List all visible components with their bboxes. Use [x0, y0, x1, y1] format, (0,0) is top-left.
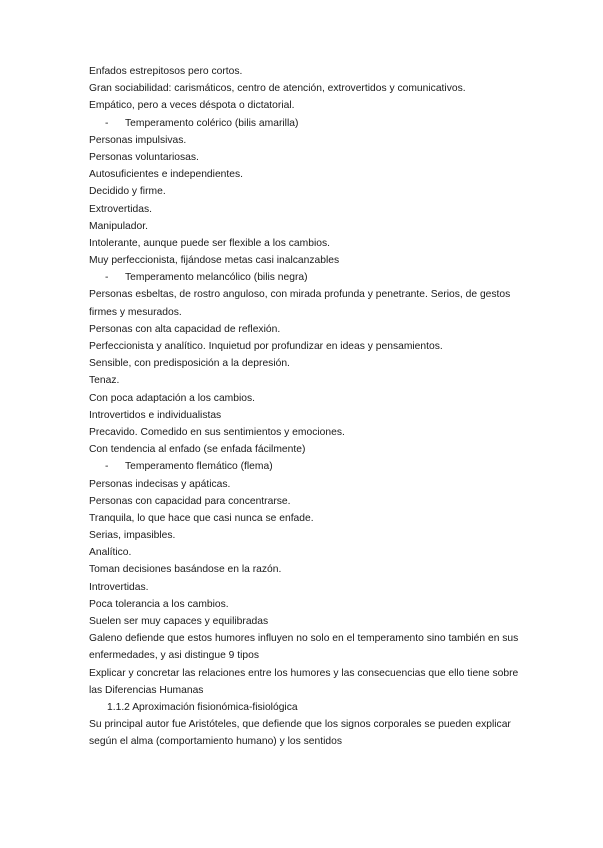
paragraph-line: Intolerante, aunque puede ser flexible a los cambios.: [89, 237, 330, 249]
section-heading: 1.1.2 Aproximación fisionómica-fisiológica: [107, 702, 298, 714]
bullet-dash: -: [105, 272, 109, 284]
paragraph-line: Introvertidos e individualistas: [89, 409, 222, 421]
paragraph-line: Precavido. Comedido en sus sentimientos y emociones.: [89, 426, 345, 438]
paragraph-line: Su principal autor fue Aristóteles, que defiende que los signos corporales se pueden explicar según el alma (comportamiento humano) y los sentidos: [89, 719, 511, 748]
bullet-text: Temperamento flemático (flema): [125, 461, 273, 473]
paragraph-line: Poca tolerancia a los cambios.: [89, 598, 229, 610]
paragraph-line: Personas con capacidad para concentrarse.: [89, 495, 291, 507]
bullet-dash: -: [105, 461, 109, 473]
paragraph-line: Personas impulsivas.: [89, 134, 187, 146]
paragraph-line: Perfeccionista y analítico. Inquietud por profundizar en ideas y pensamientos.: [89, 341, 443, 353]
paragraph-line: Analítico.: [89, 547, 132, 559]
paragraph-line: Serias, impasibles.: [89, 530, 176, 542]
paragraph-line: Personas esbeltas, de rostro anguloso, con mirada profunda y penetrante. Serios, de gestos firmes y mesurados.: [89, 289, 511, 318]
paragraph-line: Toman decisiones basándose en la razón.: [89, 564, 282, 576]
paragraph-line: Galeno defiende que estos humores influyen no solo en el temperamento sino también en sus enfermedades, y asi distingue 9 tipos: [89, 633, 519, 662]
paragraph-line: Extrovertidas.: [89, 203, 152, 215]
paragraph-line: Explicar y concretar las relaciones entre los humores y las consecuencias que ello tiene sobre las Diferencias Humanas: [89, 667, 519, 696]
bullet-heading: [89, 115, 529, 132]
paragraph-line: Muy perfeccionista, fijándose metas casi inalcanzables: [89, 255, 340, 267]
bullet-heading: [89, 269, 529, 286]
paragraph-line: Tenaz.: [89, 375, 120, 387]
bullet-text: Temperamento melancólico (bilis negra): [125, 272, 308, 284]
bullet-dash: -: [105, 117, 109, 129]
paragraph-line: Suelen ser muy capaces y equilibradas: [89, 616, 269, 628]
bullet-heading: [89, 458, 529, 475]
paragraph-line: Manipulador.: [89, 220, 148, 232]
document-body: [89, 63, 529, 751]
paragraph-line: Gran sociabilidad: carismáticos, centro de atención, extrovertidos y comunicativos.: [89, 83, 466, 95]
paragraph-line: Con tendencia al enfado (se enfada fácilmente): [89, 444, 306, 456]
paragraph-line: Personas voluntariosas.: [89, 151, 199, 163]
paragraph-line: Personas indecisas y apáticas.: [89, 478, 231, 490]
paragraph-line: Sensible, con predisposición a la depresión.: [89, 358, 290, 370]
paragraph-line: Empático, pero a veces déspota o dictatorial.: [89, 100, 295, 112]
paragraph-line: Tranquila, lo que hace que casi nunca se enfade.: [89, 512, 314, 524]
paragraph-line: Decidido y firme.: [89, 186, 166, 198]
bullet-text: Temperamento colérico (bilis amarilla): [125, 117, 299, 129]
paragraph-line: Personas con alta capacidad de reflexión.: [89, 323, 281, 335]
paragraph-line: Introvertidas.: [89, 581, 149, 593]
paragraph-line: Con poca adaptación a los cambios.: [89, 392, 255, 404]
paragraph-line: Enfados estrepitosos pero cortos.: [89, 66, 243, 77]
paragraph-line: Autosuficientes e independientes.: [89, 169, 243, 181]
